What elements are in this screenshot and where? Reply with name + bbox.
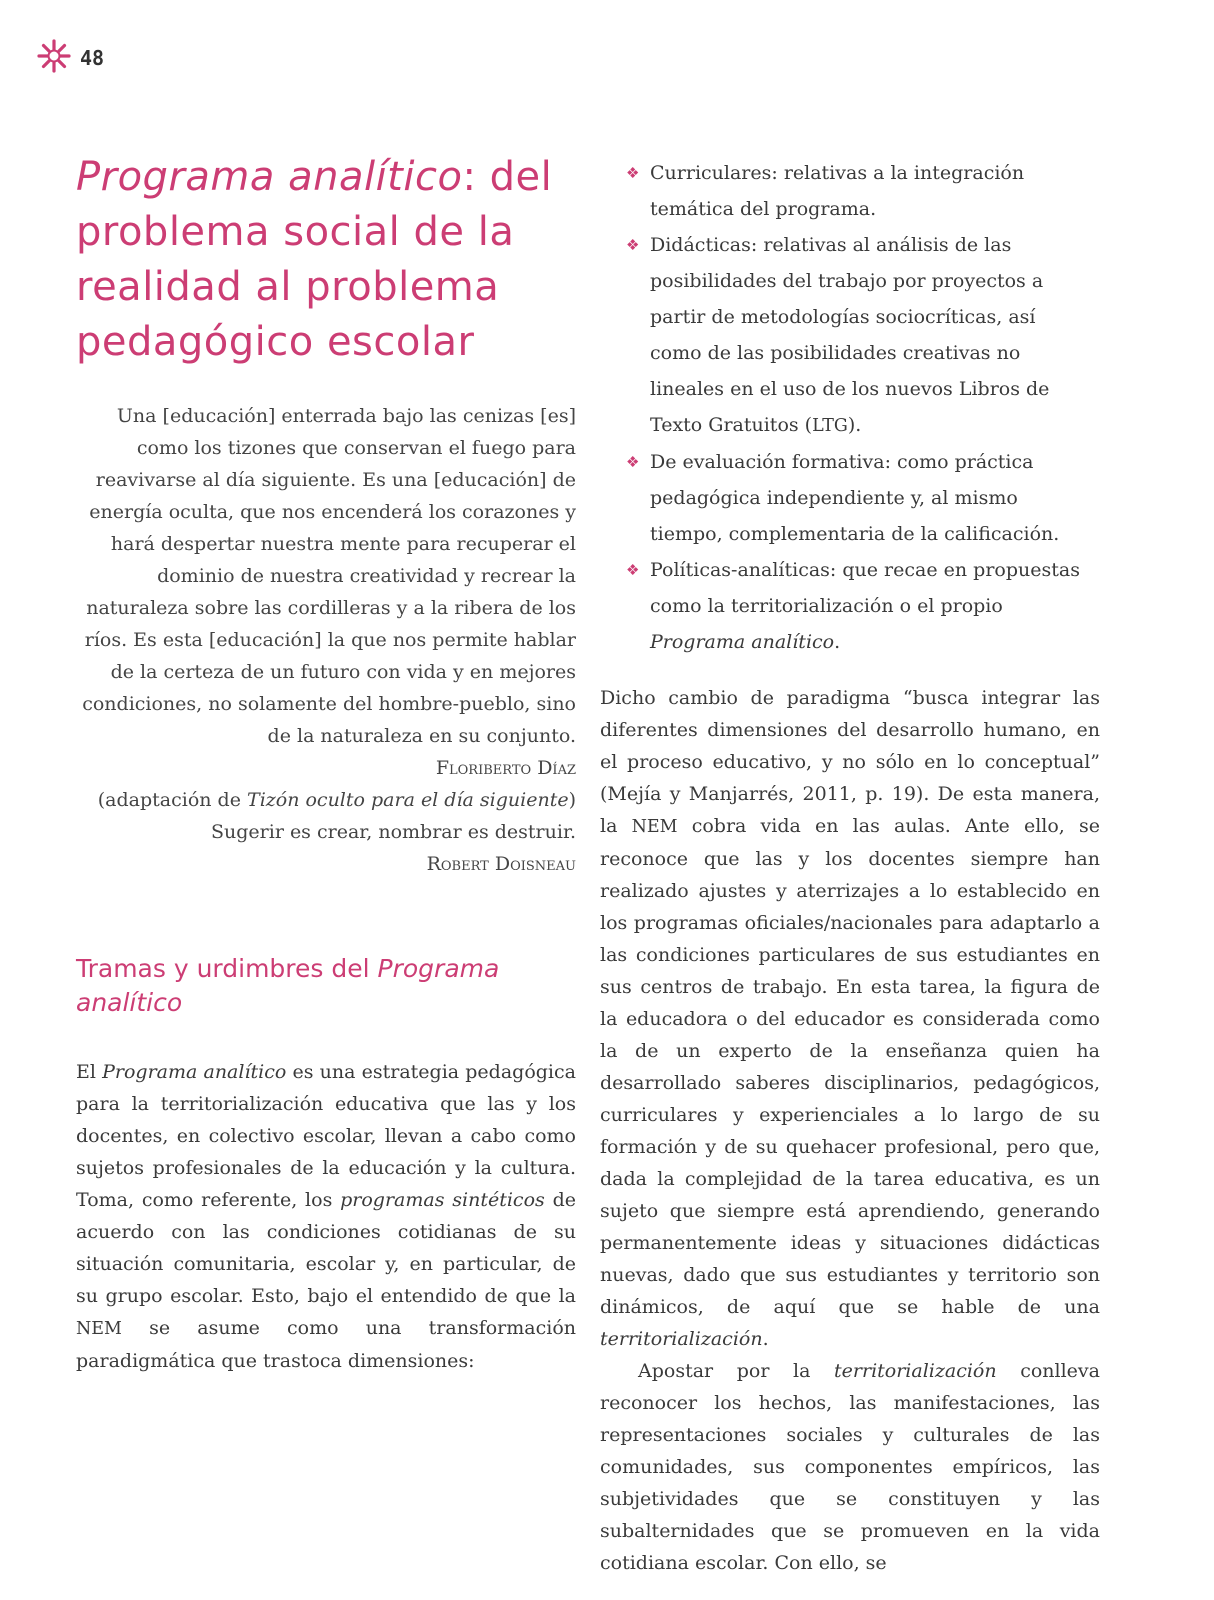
right-column — [600, 155, 1100, 1579]
epigraph-source-prefix: (adaptación de — [97, 789, 248, 811]
list-item-text: De evaluación formativa: como práctica pedagógica independiente y, al mismo tiempo, complementaria de la calificación. — [650, 451, 1060, 545]
dimensions-list — [600, 155, 1100, 660]
diamond-bullet-icon: ❖ — [626, 453, 640, 471]
page-number: 48 — [80, 46, 105, 70]
epigraph2-text: Sugerir es crear, nombrar es destruir. — [211, 821, 576, 843]
body-text-2a: Apostar por la — [638, 1360, 835, 1382]
epigraph-source-title: Tizón oculto para el día siguiente — [247, 789, 569, 811]
epigraph-author: Floriberto Díaz — [435, 757, 576, 779]
list-item — [626, 444, 1080, 552]
list-item-text: Políticas-analíticas: que recae en propuestas como la territorialización o el propio — [650, 559, 1080, 617]
body-italic-2: territorialización — [834, 1360, 997, 1382]
body-nem-abbr: NEM — [631, 817, 678, 837]
ltg-abbr: LTG — [812, 416, 848, 436]
intro-text-3: de acuerdo con las condiciones cotidianas de su situación comunitaria, escolar y, en particular, de su grupo escolar. Esto, bajo el entendido de que la — [76, 1189, 576, 1307]
diamond-bullet-icon: ❖ — [626, 561, 640, 579]
epigraph-source — [76, 784, 576, 816]
body-text-2b: conlleva reconocer los hechos, las manifestaciones, las representaciones sociales y culturales de las comunidades, sus componentes empíricos, las subjetividades que se constituyen y las subalternidades que se promueven en la vida cotidiana escolar. Con ello, se — [600, 1360, 1100, 1574]
body-text-1a: Dicho cambio de paradigma “busca integrar las diferentes dimensiones del desarrollo humano, en el proceso educativo, y no sólo en lo conceptual” (Mejía y Manjarrés, 2011, p. 19). De esta manera, la — [600, 687, 1100, 837]
list-item-text: Didácticas: relativas al análisis de las posibilidades del trabajo por proyectos a partir de metodologías sociocríticas, así como de las posibilidades creativas no lineales en el uso de los nuevos Libros de Texto Gratuitos ( — [650, 234, 1050, 436]
intro-text-4: se asume como una transformación paradigmática que trastoca dimensiones: — [76, 1317, 576, 1372]
page-header — [36, 38, 104, 78]
epigraph2-author: Robert Doisneau — [426, 853, 576, 875]
body-paragraph-1 — [600, 682, 1100, 1355]
list-item — [626, 227, 1080, 444]
asterisk-flower-icon — [36, 38, 72, 78]
intro-nem-abbr: NEM — [76, 1319, 122, 1339]
list-item-suffix: . — [834, 631, 841, 653]
left-column — [76, 150, 576, 1377]
section-title — [76, 952, 576, 1020]
list-item — [626, 552, 1080, 660]
chapter-title-italic: Programa analítico — [76, 154, 463, 200]
epigraph-source-suffix: ) — [568, 789, 576, 811]
intro-italic-1: Programa analítico — [102, 1061, 287, 1083]
section-title-italic: Programa analítico — [76, 954, 500, 1017]
list-item — [626, 155, 1080, 227]
intro-text-2: es una estrategia pedagógica para la territorialización educativa que las y los docentes, en colectivo escolar, llevan a cabo como sujetos profesionales de la educación y la cultura. Toma, como referente, los — [76, 1061, 576, 1211]
body-text-1c: . — [762, 1328, 769, 1350]
chapter-title — [76, 150, 576, 370]
list-item-suffix: ). — [847, 414, 862, 436]
intro-paragraph — [76, 1056, 576, 1377]
list-item-text: Curriculares: relativas a la integración temática del programa. — [650, 162, 1025, 220]
list-item-italic: Programa analítico — [650, 631, 835, 653]
epigraph-floriberto — [76, 400, 576, 880]
epigraph-text: Una [educación] enterrada bajo las cenizas [es] como los tizones que conservan el fuego para reavivarse al día siguiente. Es una [educación] de energía oculta, que nos encenderá los corazones y hará despertar nuestra mente para recuperar el dominio de nuestra creatividad y recrear la naturaleza sobre las cordilleras y a la ribera de los ríos. Es esta [educación] la que nos permite hablar de la certeza de un futuro con vida y en mejores condiciones, no solamente del hombre-pueblo, sino de la naturaleza en su conjunto. — [82, 405, 576, 747]
right-body-text — [600, 682, 1100, 1579]
chapter-title-rest: : del problema social de la realidad al problema pedagógico escolar — [76, 154, 553, 365]
diamond-bullet-icon: ❖ — [626, 164, 640, 182]
intro-italic-2: programas sintéticos — [340, 1189, 545, 1211]
body-paragraph-2 — [600, 1355, 1100, 1579]
diamond-bullet-icon: ❖ — [626, 236, 640, 254]
body-text-1b: cobra vida en las aulas. Ante ello, se reconoce que las y los docentes siempre han realizado ajustes y aterrizajes a lo establecido en los programas oficiales/nacionales para adaptarlo a las condiciones particulares de sus estudiantes en sus centros de trabajo. En esta tarea, la figura de la educadora o del educador es considerada como la de un experto de la enseñanza quien ha desarrollado saberes disciplinarios, pedagógicos, curriculares y experienciales a lo largo de su formación y de su quehacer profesional, pero que, dada la complejidad de la tarea educativa, es un sujeto que siempre está aprendiendo, generando permanentemente ideas y situaciones didácticas nuevas, dado que sus estudiantes y territorio son dinámicos, de aquí que se hable de una — [600, 815, 1101, 1318]
section-title-plain: Tramas y urdimbres del — [76, 954, 378, 983]
intro-text-1: El — [76, 1061, 103, 1083]
body-italic-1: territorialización — [600, 1328, 763, 1350]
